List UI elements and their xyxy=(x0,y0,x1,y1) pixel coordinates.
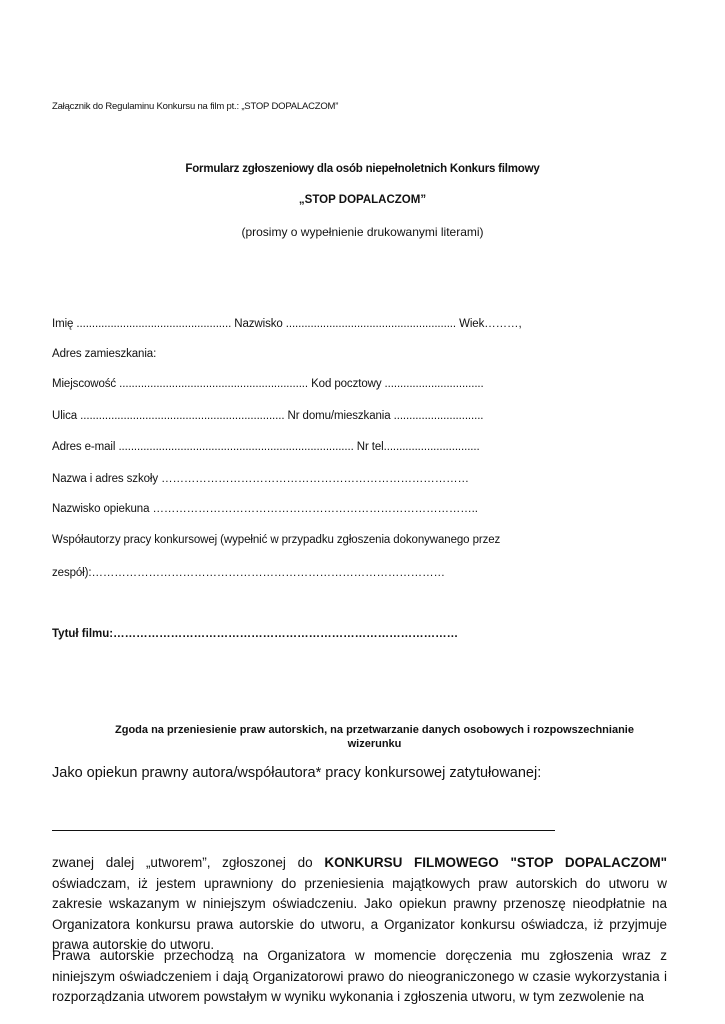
guardian-field[interactable]: Nazwisko opiekuna ………………………………………………………………………….. xyxy=(52,503,478,515)
consent-paragraph-2: Prawa autorskie przechodzą na Organizatora w momencie doręczenia mu zgłoszenia wraz z niniejszym oświadczeniem i dają Organizatorowi prawo do nieograniczonego w czasie wykorzystania i rozporządzania utworem powstałym w wyniku wykonania i zgłoszenia utworu, w tym zezwolenie na xyxy=(52,948,667,1004)
school-field[interactable]: Nazwa i adres szkoły ……………………………………………………………………… xyxy=(52,473,469,485)
fill-instruction: (prosimy o wypełnienie drukowanymi literami) xyxy=(241,225,484,239)
consent-intro: Jako opiekun prawny autora/współautora* pracy konkursowej zatytułowanej: xyxy=(52,765,542,781)
coauthors-label: Współautorzy pracy konkursowej (wypełnić w przypadku zgłoszenia dokonywanego przez xyxy=(52,534,501,546)
email-phone-field[interactable]: Adres e-mail ............................................................................ Nr tel............................... xyxy=(52,441,480,453)
contest-name: „STOP DOPALACZOM” xyxy=(298,194,427,206)
consent-paragraph-1 xyxy=(52,853,667,956)
p1-text-end: oświadczam, iż jestem uprawniony do przeniesienia majątkowych praw autorskich do utworu w zakresie wskazanym w niniejszym oświadczeniu. Jako opiekun prawny przenoszę nieodpłatnie na Organizatora konkursu prawa autorskie do utworu, a Organizator konkursu oświadcza, iż przyjmuje prawa autorskie do utworu. xyxy=(52,875,667,952)
annex-header: Załącznik do Regulaminu Konkursu na film pt.: „STOP DOPALACZOM” xyxy=(52,101,339,112)
consent-title: Zgoda na przeniesienie praw autorskich, na przetwarzanie danych osobowych i rozpowszechnianie wizerunku xyxy=(115,724,634,750)
form-title: Formularz zgłoszeniowy dla osób niepełnoletnich Konkurs filmowy xyxy=(185,163,540,175)
city-postal-field[interactable]: Miejscowość ............................................................. Kod pocztowy ................................ xyxy=(52,378,484,390)
coauthors-field[interactable]: zespół):………………………………………………………………………………… xyxy=(52,567,445,579)
contest-name-bold: KONKURSU FILMOWEGO "STOP DOPALACZOM" xyxy=(324,855,667,870)
p1-text-start: zwanej dalej „utworem”, zgłoszonej do xyxy=(52,855,325,870)
movie-title-field[interactable]: Tytuł filmu:……………………………………………………………………………… xyxy=(52,628,459,640)
work-title-line[interactable] xyxy=(52,830,555,831)
name-surname-age-field[interactable]: Imię .................................................. Nazwisko ....................................................... Wiek………, xyxy=(52,318,522,330)
street-house-field[interactable]: Ulica .................................................................. Nr domu/mieszkania ............................. xyxy=(52,410,484,422)
address-label: Adres zamieszkania: xyxy=(52,348,157,360)
